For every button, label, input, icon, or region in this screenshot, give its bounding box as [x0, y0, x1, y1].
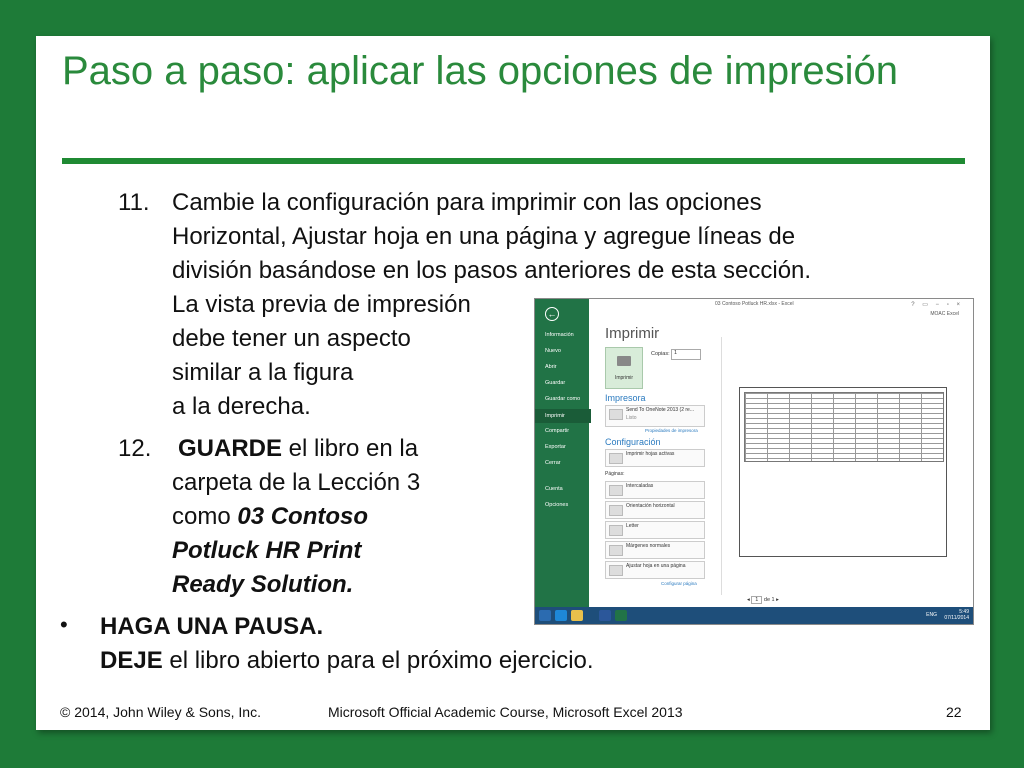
step-11-line-6: similar a la figura [172, 359, 354, 386]
title-underline [62, 158, 965, 164]
step-12-line-5 [172, 568, 353, 602]
menu-item-exportar: Exportar [545, 444, 566, 450]
menu-item-informacion: Información [545, 332, 574, 338]
setting-collated: Intercaladas [605, 481, 705, 499]
pages-label: Páginas: [605, 471, 625, 477]
step-11-line-5: debe tener un aspecto [172, 325, 411, 352]
menu-item-abrir: Abrir [545, 364, 557, 370]
back-arrow-icon: ← [545, 307, 559, 321]
bullet-line-1: HAGA UNA PAUSA. [100, 613, 324, 640]
print-button: Imprimir [605, 347, 643, 389]
printer-section-title: Impresora [605, 393, 646, 403]
taskbar-clock: 5:49 07/11/2014 [944, 609, 969, 621]
step-12-line-2: carpeta de la Lección 3 [172, 469, 421, 496]
ie-icon [555, 610, 567, 621]
account-name: MOAC Excel [930, 311, 959, 317]
filename-part-2: Potluck HR Print [172, 537, 362, 564]
setting-scaling: Ajustar hoja en una página [605, 561, 705, 579]
page-navigator: ◂ 1 de 1 ▸ [747, 597, 779, 603]
menu-item-cerrar: Cerrar [545, 460, 561, 466]
step-11-line-7: a la derecha. [172, 393, 311, 420]
copies-field: 1 [671, 349, 701, 360]
configure-page-link: Configurar página [661, 581, 697, 586]
printer-properties-link: Propiedades de impresora [645, 428, 698, 433]
step-12-line-3: como 03 Contoso [172, 503, 369, 530]
step-11-line-1: Cambie la configuración para imprimir con las opciones [172, 189, 762, 216]
config-section-title: Configuración [605, 437, 661, 447]
step-11-number: 11. [118, 189, 150, 216]
setting-paper-size: Letter [605, 521, 705, 539]
footer-course: Microsoft Official Academic Course, Microsoft Excel 2013 [328, 704, 683, 720]
menu-item-opciones: Opciones [545, 502, 569, 508]
word-icon [599, 610, 611, 621]
copies-label: Copias: [651, 351, 670, 357]
step-12-number: 12. [118, 435, 152, 462]
excel-print-preview-screenshot [534, 298, 974, 625]
menu-item-compartir: Compartir [545, 428, 570, 434]
bullet-line-2: DEJE el libro abierto para el próximo ejercicio. [100, 647, 594, 674]
step-11-line-2: Horizontal, Ajustar hoja en una página y agregue líneas de [172, 223, 796, 250]
explorer-icon [571, 610, 583, 621]
menu-item-guardar-como: Guardar como [545, 396, 581, 402]
footer-page-number: 22 [946, 704, 962, 720]
setting-margins: Márgenes normales [605, 541, 705, 559]
print-preview-page [739, 387, 947, 557]
language-indicator: ENG [926, 612, 937, 618]
windows-taskbar [535, 607, 973, 624]
menu-item-nuevo: Nuevo [545, 348, 561, 354]
menu-item-imprimir: Imprimir [535, 409, 591, 423]
backstage-sidebar [535, 299, 589, 607]
step-11-line-4: La vista previa de impresión [172, 291, 471, 318]
step-11-line-3: división basándose en los pasos anteriores de esta sección. [172, 257, 812, 284]
step-12-line-4 [172, 534, 361, 568]
printer-select: Send To OneNote 2013 (2 re... Listo [605, 405, 705, 427]
slide-title: Paso a paso: aplicar las opciones de impresión [62, 49, 899, 93]
setting-orientation: Orientación horizontal [605, 501, 705, 519]
start-icon [539, 610, 551, 621]
pane-divider [721, 337, 722, 595]
filename-part-3: Ready Solution. [172, 571, 354, 598]
slide [36, 36, 990, 730]
print-title: Imprimir [605, 325, 660, 342]
window-title: 03 Contoso Potluck HR.xlsx - Excel [715, 301, 794, 307]
excel-icon [615, 610, 627, 621]
step-12-save-keyword: GUARDE [178, 435, 283, 462]
preview-gridlines [744, 392, 944, 462]
printer-icon [617, 356, 631, 366]
menu-item-guardar: Guardar [545, 380, 566, 386]
footer-copyright: © 2014, John Wiley & Sons, Inc. [60, 704, 261, 720]
step-12-line-1: GUARDE el libro en la [178, 435, 419, 462]
filename-part-1: 03 Contoso [237, 503, 369, 530]
bullet-icon: • [60, 612, 68, 637]
window-controls-icon: ? ▭ − ▫ × [911, 302, 963, 308]
menu-item-cuenta: Cuenta [545, 486, 563, 492]
setting-active-sheets: Imprimir hojas activas [605, 449, 705, 467]
